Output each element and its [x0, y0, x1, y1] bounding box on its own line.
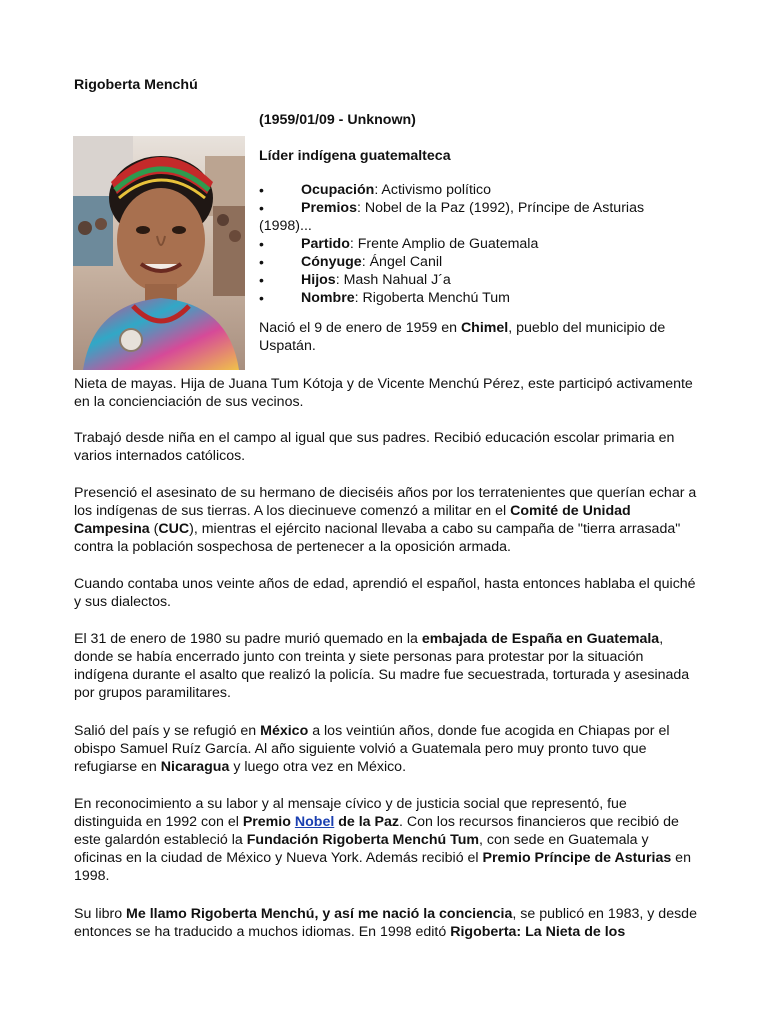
paragraph-birth [259, 319, 679, 355]
paragraph-1980 [74, 630, 698, 702]
organization-acronym: CUC [158, 521, 190, 537]
country-name: México [260, 723, 309, 739]
fact-item [259, 181, 659, 199]
fact-label: Cónyuge [301, 254, 362, 270]
fact-item [259, 289, 659, 307]
text: El 31 de enero de 1980 su padre murió quemado en la [74, 631, 422, 647]
fact-item-continuation [259, 217, 659, 235]
text: ( [149, 521, 159, 537]
fact-item [259, 235, 659, 253]
paragraph-brother [74, 484, 698, 556]
place-name: embajada de España en Guatemala [421, 631, 660, 647]
life-dates: (1959/01/09 - Unknown) [259, 112, 416, 128]
fact-label: Nombre [301, 290, 355, 306]
award-name: de la Paz [334, 814, 399, 830]
fact-label: Ocupación [301, 182, 375, 198]
text: En reconocimiento a su labor y al mensaje cívico y de justicia social que representó, fue distinguida en 1992 con el [74, 796, 627, 830]
paragraph-nobel [74, 795, 698, 885]
fact-value: : Ángel Canil [361, 254, 443, 270]
fact-value: : Rigoberta Menchú Tum [354, 290, 510, 306]
paragraph-exile [74, 722, 698, 776]
fact-value-continuation: (1998)... [259, 218, 312, 234]
award-name: Premio [242, 814, 295, 830]
fact-value: : Mash Nahual J´a [335, 272, 451, 288]
text: y luego otra vez en México. [229, 759, 407, 775]
page-title: Rigoberta Menchú [74, 77, 198, 93]
fact-item [259, 271, 659, 289]
text: . Con los recursos financieros que recibió de este galardón estableció la [74, 814, 679, 848]
facts-list [259, 181, 659, 307]
text: Presenció el asesinato de su hermano de dieciséis años por los terratenientes que querían echar a los indígenas de sus tierras. A los diecinueve comenzó a militar en el [74, 485, 697, 519]
award-name: Premio Príncipe de Asturias [482, 850, 672, 866]
paragraph-family: Nieta de mayas. Hija de Juana Tum Kótoja y de Vicente Menchú Pérez, este participó activamente en la concienciación de sus vecinos. [74, 376, 693, 410]
text: a los veintiún años, donde fue acogida en Chiapas por el obispo Samuel Ruíz García. Al año siguiente volvió a Guatemala pero muy pronto tuvo que refugiarse en [74, 723, 670, 775]
text: Nació el 9 de enero de 1959 en [259, 320, 461, 336]
text: , con sede en Guatemala y oficinas en la ciudad de México y Nueva York. Además recibió el [74, 832, 649, 866]
fact-label: Partido [301, 236, 350, 252]
text: , pueblo del municipio de Uspatán. [259, 320, 666, 354]
nobel-link[interactable]: Nobel [294, 814, 335, 830]
fact-value: : Nobel de la Paz (1992), Príncipe de Asturias [357, 200, 645, 216]
fact-value: : Frente Amplio de Guatemala [349, 236, 539, 252]
text: , donde se había encerrado junto con treinta y siete personas para protestar por la situación indígena durante el asalto que realizó la policía. Su madre fue secuestrada, torturada y asesinada por grupos paramilitares. [74, 631, 690, 701]
fact-value: : Activismo político [374, 182, 492, 198]
text: en 1998. [74, 850, 691, 884]
text: ), mientras el ejército nacional llevaba a cabo su campaña de "tierra arrasada" contra la población sospechosa de pertenecer a la oposición armada. [74, 521, 681, 555]
text: Salió del país y se refugió en [74, 723, 261, 739]
organization-name: Comité de Unidad Campesina [74, 503, 631, 537]
place-name: Chimel [460, 320, 509, 336]
portrait-illustration [73, 136, 245, 370]
fact-item [259, 199, 659, 217]
text: Su libro [74, 906, 127, 922]
fact-label: Premios [301, 200, 357, 216]
fact-label: Hijos [301, 272, 336, 288]
subtitle: Líder indígena guatemalteca [259, 148, 451, 164]
book-title: Rigoberta: La Nieta de los [450, 924, 626, 940]
country-name: Nicaragua [160, 759, 230, 775]
book-title: Me llamo Rigoberta Menchú, y así me nació la conciencia [126, 906, 513, 922]
portrait-photo [73, 136, 245, 370]
foundation-name: Fundación Rigoberta Menchú Tum [246, 832, 479, 848]
fact-item [259, 253, 659, 271]
paragraph-spanish: Cuando contaba unos veinte años de edad, aprendió el español, hasta entonces hablaba el quiché y sus dialectos. [74, 576, 696, 610]
paragraph-work: Trabajó desde niña en el campo al igual que sus padres. Recibió educación escolar primaria en varios internados católicos. [74, 430, 675, 464]
text: , se publicó en 1983, y desde entonces se ha traducido a muchos idiomas. En 1998 editó [74, 906, 697, 940]
paragraph-book [74, 905, 698, 941]
